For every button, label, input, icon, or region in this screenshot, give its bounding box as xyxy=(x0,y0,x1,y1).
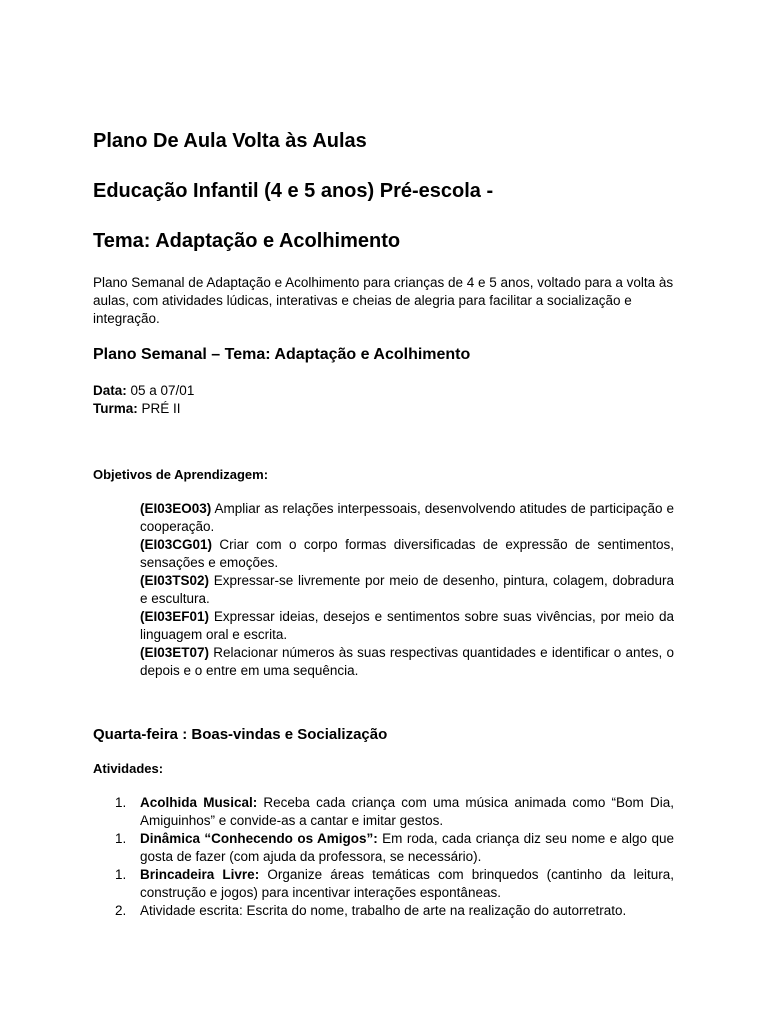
class-value: PRÉ II xyxy=(137,401,181,416)
activity-text: Atividade escrita: Escrita do nome, trabalho de arte na realização do autorretrato. xyxy=(140,903,627,918)
class-label: Turma: xyxy=(93,401,138,416)
objective-text: Relacionar números às suas respectivas quantidades e identificar o antes, o depois e o entre em uma sequência. xyxy=(140,645,674,678)
objective-code: (EI03ET07) xyxy=(140,645,210,660)
activity-label: Brincadeira Livre: xyxy=(140,867,260,882)
objective-code: (EI03TS02) xyxy=(140,573,210,588)
objectives-list xyxy=(140,500,674,680)
activity-text: Organize áreas temáticas com brinquedos (cantinho da leitura, construção e jogos) para incentivar interações espontâneas. xyxy=(140,867,674,900)
activity-item xyxy=(93,794,674,830)
activity-label: Dinâmica “Conhecendo os Amigos”: xyxy=(140,831,378,846)
objective-text: Expressar ideias, desejos e sentimentos sobre suas vivências, por meio da linguagem oral e escrita. xyxy=(140,609,674,642)
document-subtitle: Educação Infantil (4 e 5 anos) Pré-escola - xyxy=(93,180,494,202)
objective-item xyxy=(140,644,674,680)
document-title: Plano De Aula Volta às Aulas xyxy=(93,130,367,152)
objective-item xyxy=(140,500,674,536)
objective-text: Expressar-se livremente por meio de desenho, pintura, colagem, dobradura e escultura. xyxy=(140,573,674,606)
activity-text: Receba cada criança com uma música animada como “Bom Dia, Amiguinhos” e convide-as a cantar e imitar gestos. xyxy=(140,795,674,828)
objective-item xyxy=(140,536,674,572)
activity-text: Em roda, cada criança diz seu nome e algo que gosta de fazer (com ajuda da professora, se necessário). xyxy=(140,831,674,864)
activities-title: Atividades: xyxy=(93,761,164,776)
activity-item xyxy=(93,866,674,902)
objectives-title: Objetivos de Aprendizagem: xyxy=(93,467,269,482)
date-label: Data: xyxy=(93,383,127,398)
activity-item xyxy=(93,830,674,866)
activity-item xyxy=(93,902,674,920)
activities-list xyxy=(93,794,676,920)
document-theme: Tema: Adaptação e Acolhimento xyxy=(93,230,401,252)
activity-number: 1. xyxy=(115,831,127,846)
section-title: Plano Semanal – Tema: Adaptação e Acolhimento xyxy=(93,346,471,363)
class-line xyxy=(93,400,676,418)
objective-item xyxy=(140,608,674,644)
date-line xyxy=(93,382,676,400)
activity-number: 2. xyxy=(115,903,127,918)
objective-text: Criar com o corpo formas diversificadas de expressão de sentimentos, sensações e emoções. xyxy=(140,537,674,570)
objective-item xyxy=(140,572,674,608)
activity-label: Acolhida Musical: xyxy=(140,795,258,810)
activity-number: 1. xyxy=(115,795,127,810)
date-value: 05 a 07/01 xyxy=(126,383,195,398)
objective-code: (EI03EO03) xyxy=(140,501,212,516)
document-content xyxy=(93,128,676,920)
day-title: Quarta-feira : Boas-vindas e Socialização xyxy=(93,726,388,743)
activity-number: 1. xyxy=(115,867,127,882)
objective-code: (EI03EF01) xyxy=(140,609,210,624)
objective-text: Ampliar as relações interpessoais, desenvolvendo atitudes de participação e cooperação. xyxy=(140,501,674,534)
objective-code: (EI03CG01) xyxy=(140,537,213,552)
meta-block xyxy=(93,382,676,418)
intro-paragraph: Plano Semanal de Adaptação e Acolhimento para crianças de 4 e 5 anos, voltado para a volta às aulas, com atividades lúdicas, interativas e cheias de alegria para facilitar a socialização e integração. xyxy=(93,275,674,326)
